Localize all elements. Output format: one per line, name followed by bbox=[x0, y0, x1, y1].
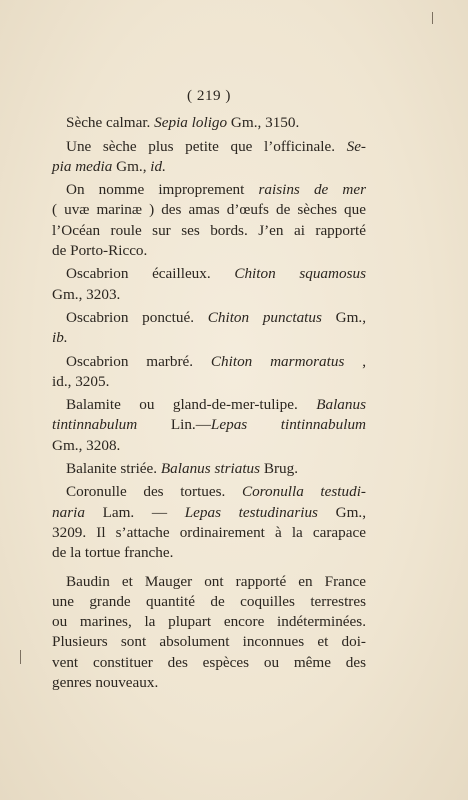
text-line bbox=[52, 157, 366, 177]
text-line bbox=[52, 308, 366, 328]
text-span: Gm., 3203. bbox=[52, 285, 121, 303]
text-line bbox=[52, 632, 366, 652]
text-span: On nomme improprement bbox=[66, 181, 259, 199]
italic-text: tintinnabulum bbox=[52, 416, 138, 434]
text-span: Oscabrion ponctué. bbox=[66, 308, 208, 326]
text-line bbox=[52, 673, 366, 693]
italic-text: Lepas testudinarius bbox=[184, 503, 318, 521]
text-line bbox=[52, 372, 366, 392]
text-span: une grande quantité de coquilles terrestres bbox=[52, 592, 366, 610]
text-line bbox=[52, 459, 366, 479]
text-span: Coronulle des tortues. bbox=[66, 483, 242, 501]
text-span: Gm., bbox=[112, 157, 151, 175]
text-span: Gm., bbox=[317, 503, 366, 521]
text-span: vent constituer des espèces ou même des bbox=[52, 653, 366, 671]
italic-text: Balanus striatus bbox=[160, 460, 261, 478]
text-line bbox=[52, 436, 366, 456]
text-line bbox=[52, 180, 366, 200]
text-span: de Porto-Ricco. bbox=[52, 242, 148, 260]
text-line bbox=[52, 328, 366, 348]
text-line bbox=[52, 241, 366, 261]
italic-text: Balanus bbox=[316, 396, 366, 414]
text-span: ou marines, la plupart encore indéterminées. bbox=[52, 613, 366, 631]
italic-text: pia media bbox=[52, 157, 113, 175]
text-span: Sèche calmar. bbox=[66, 114, 155, 132]
text-span: Gm., bbox=[321, 308, 366, 326]
paragraph bbox=[52, 137, 366, 178]
text-span: Gm., 3208. bbox=[52, 436, 121, 454]
margin-mark-left bbox=[20, 650, 21, 664]
body-text bbox=[52, 113, 366, 693]
text-span: de la tortue franche. bbox=[52, 544, 174, 562]
text-span: Plusieurs sont absolument inconnues et doi- bbox=[52, 633, 366, 651]
paragraph bbox=[52, 352, 366, 393]
text-line bbox=[52, 572, 366, 592]
text-span: Brug. bbox=[260, 460, 299, 478]
text-span: ( uvæ marinæ ) des amas d’œufs de sèches que bbox=[52, 201, 366, 219]
text-line bbox=[52, 592, 366, 612]
paragraph bbox=[52, 308, 366, 349]
text-span: genres nouveaux. bbox=[52, 674, 159, 692]
text-span: Lin.— bbox=[137, 416, 211, 434]
text-line bbox=[52, 612, 366, 632]
text-span: Balanite striée. bbox=[66, 460, 161, 478]
text-span: 3209. Il s’attache ordinairement à la carapace bbox=[52, 523, 366, 541]
paragraph bbox=[52, 482, 366, 563]
text-line bbox=[52, 543, 366, 563]
text-line bbox=[52, 285, 366, 305]
text-line bbox=[52, 200, 366, 220]
italic-text: Chiton marmoratus bbox=[210, 352, 345, 370]
text-line bbox=[52, 653, 366, 673]
text-span: Oscabrion marbré. bbox=[66, 352, 211, 370]
italic-text: Coronulla testudi- bbox=[241, 483, 366, 501]
text-line bbox=[52, 523, 366, 543]
page-number: ( 219 ) bbox=[187, 87, 231, 104]
text-line bbox=[52, 482, 366, 502]
text-span: Une sèche plus petite que l’officinale. bbox=[66, 137, 347, 155]
text-line bbox=[52, 352, 366, 372]
italic-text: Se- bbox=[346, 137, 366, 155]
italic-text: id. bbox=[150, 157, 166, 175]
text-line bbox=[52, 137, 366, 157]
text-span: Balamite ou gland-de-mer-tulipe. bbox=[66, 396, 317, 414]
italic-text: Chiton punctatus bbox=[207, 308, 322, 326]
page-text bbox=[52, 86, 366, 696]
text-span: , bbox=[344, 352, 366, 370]
paragraph bbox=[52, 180, 366, 261]
paragraph bbox=[52, 395, 366, 456]
text-span: Oscabrion écailleux. bbox=[66, 265, 235, 283]
italic-text: naria bbox=[52, 503, 85, 521]
paragraph bbox=[52, 113, 366, 133]
text-line bbox=[52, 113, 366, 133]
italic-text: ib. bbox=[52, 329, 68, 347]
text-line bbox=[52, 264, 366, 284]
italic-text: Chiton squamosus bbox=[234, 265, 366, 283]
text-line bbox=[52, 415, 366, 435]
text-line bbox=[52, 395, 366, 415]
margin-mark-top bbox=[432, 12, 433, 24]
paragraph bbox=[52, 572, 366, 694]
italic-text: raisins de mer bbox=[258, 181, 367, 199]
italic-text: Lepas tintinnabulum bbox=[210, 416, 366, 434]
italic-text: Sepia loligo bbox=[154, 114, 228, 132]
text-span: id., 3205. bbox=[52, 372, 110, 390]
text-span: l’Océan roule sur ses bords. J’en ai rapporté bbox=[52, 221, 366, 239]
paragraph bbox=[52, 459, 366, 479]
text-line bbox=[52, 221, 366, 241]
paragraph bbox=[52, 264, 366, 305]
text-line bbox=[52, 503, 366, 523]
text-span: Lam. — bbox=[84, 503, 185, 521]
text-span: Baudin et Mauger ont rapporté en France bbox=[66, 572, 366, 590]
text-span: Gm., 3150. bbox=[227, 114, 300, 132]
